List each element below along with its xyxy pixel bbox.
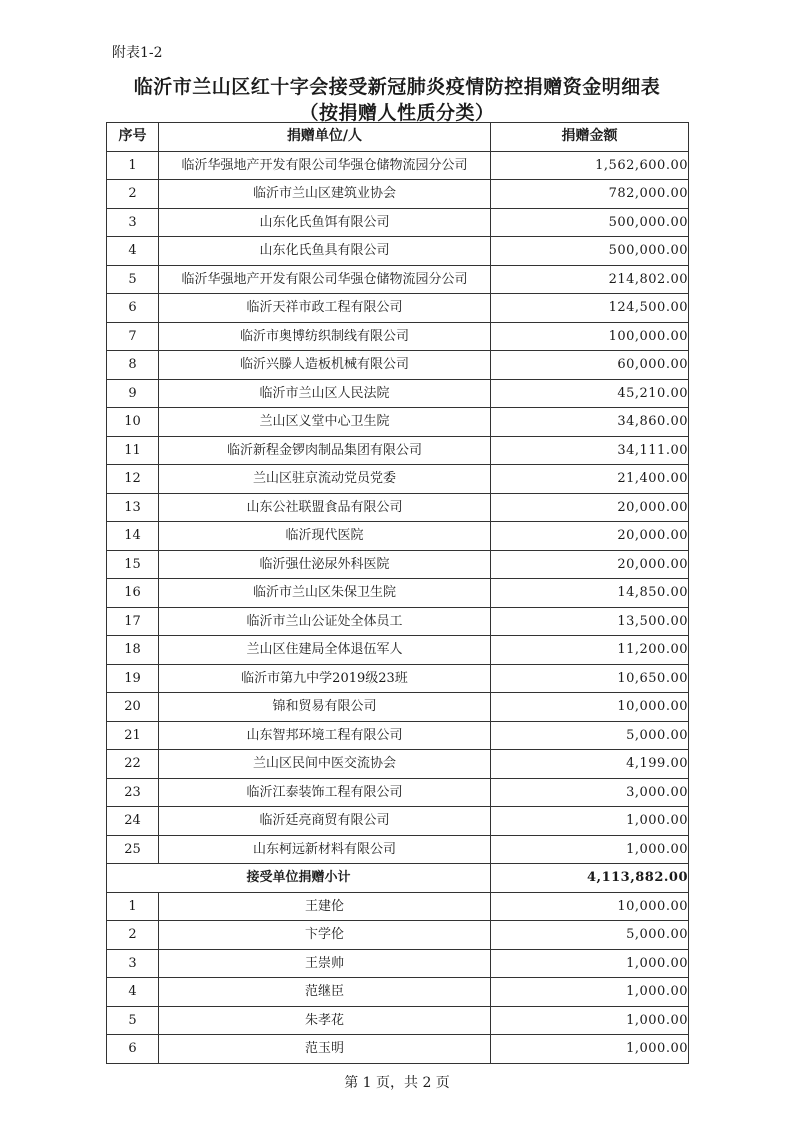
table-row [107,579,689,608]
cell-no: 6 [107,1035,159,1064]
cell-no: 24 [107,807,159,836]
cell-donor: 王崇帅 [159,949,491,978]
subtotal-label: 接受单位捐赠小计 [107,864,491,893]
table-row [107,892,689,921]
table-row [107,778,689,807]
table-row [107,807,689,836]
table-row [107,1006,689,1035]
cell-amount: 11,200.00 [491,636,689,665]
table-row [107,436,689,465]
cell-donor: 锦和贸易有限公司 [159,693,491,722]
cell-amount: 5,000.00 [491,721,689,750]
cell-no: 15 [107,550,159,579]
cell-no: 17 [107,607,159,636]
cell-donor: 兰山区义堂中心卫生院 [159,408,491,437]
page-title: 临沂市兰山区红十字会接受新冠肺炎疫情防控捐赠资金明细表 [133,76,661,98]
table-row [107,351,689,380]
cell-no: 16 [107,579,159,608]
cell-amount: 20,000.00 [491,522,689,551]
cell-amount: 13,500.00 [491,607,689,636]
cell-no: 10 [107,408,159,437]
cell-donor: 山东公社联盟食品有限公司 [159,493,491,522]
subtotal-amount: 4,113,882.00 [491,864,689,893]
cell-amount: 214,802.00 [491,265,689,294]
cell-amount: 60,000.00 [491,351,689,380]
table-row [107,607,689,636]
cell-amount: 782,000.00 [491,180,689,209]
cell-no: 20 [107,693,159,722]
table-row [107,949,689,978]
cell-donor: 山东化氏鱼具有限公司 [159,237,491,266]
cell-no: 1 [107,151,159,180]
page-footer: 第 1 页，共 2 页 [344,1075,450,1091]
cell-no: 22 [107,750,159,779]
cell-no: 21 [107,721,159,750]
cell-donor: 范继臣 [159,978,491,1007]
cell-donor: 临沂市兰山区人民法院 [159,379,491,408]
cell-donor: 朱孝花 [159,1006,491,1035]
cell-no: 25 [107,835,159,864]
table-row [107,550,689,579]
cell-no: 19 [107,664,159,693]
cell-donor: 临沂市兰山区朱保卫生院 [159,579,491,608]
cell-no: 2 [107,921,159,950]
cell-donor: 临沂市兰山公证处全体员工 [159,607,491,636]
cell-amount: 1,000.00 [491,949,689,978]
cell-no: 2 [107,180,159,209]
cell-donor: 临沂廷亮商贸有限公司 [159,807,491,836]
cell-no: 12 [107,465,159,494]
table-row [107,294,689,323]
cell-amount: 20,000.00 [491,550,689,579]
table-row [107,322,689,351]
cell-donor: 临沂市第九中学2019级23班 [159,664,491,693]
cell-no: 18 [107,636,159,665]
donation-table [106,122,689,1064]
table-row [107,522,689,551]
cell-donor: 卞学伦 [159,921,491,950]
table-body [107,151,689,1063]
cell-amount: 34,111.00 [491,436,689,465]
cell-donor: 临沂天祥市政工程有限公司 [159,294,491,323]
table-row [107,208,689,237]
cell-amount: 1,000.00 [491,807,689,836]
cell-amount: 45,210.00 [491,379,689,408]
table-row [107,265,689,294]
table-row [107,978,689,1007]
cell-no: 23 [107,778,159,807]
cell-no: 8 [107,351,159,380]
cell-amount: 1,000.00 [491,835,689,864]
table-row [107,835,689,864]
cell-donor: 山东化氏鱼饵有限公司 [159,208,491,237]
cell-amount: 10,650.00 [491,664,689,693]
cell-no: 9 [107,379,159,408]
table-row [107,180,689,209]
table-row [107,408,689,437]
cell-donor: 临沂兴滕人造板机械有限公司 [159,351,491,380]
cell-no: 3 [107,949,159,978]
cell-donor: 范玉明 [159,1035,491,1064]
cell-amount: 1,000.00 [491,1035,689,1064]
cell-no: 7 [107,322,159,351]
cell-donor: 山东智邦环境工程有限公司 [159,721,491,750]
table-row [107,151,689,180]
cell-no: 3 [107,208,159,237]
table-row [107,664,689,693]
cell-amount: 1,562,600.00 [491,151,689,180]
subtotal-row [107,864,689,893]
cell-no: 11 [107,436,159,465]
cell-amount: 1,000.00 [491,978,689,1007]
cell-amount: 10,000.00 [491,892,689,921]
cell-donor: 临沂市奥博纺织制线有限公司 [159,322,491,351]
header-amount: 捐赠金额 [491,123,689,152]
cell-donor: 临沂现代医院 [159,522,491,551]
cell-amount: 124,500.00 [491,294,689,323]
cell-no: 14 [107,522,159,551]
table-row [107,921,689,950]
cell-amount: 3,000.00 [491,778,689,807]
table-row [107,379,689,408]
cell-no: 1 [107,892,159,921]
cell-donor: 临沂华强地产开发有限公司华强仓储物流园分公司 [159,265,491,294]
cell-no: 4 [107,978,159,1007]
cell-donor: 临沂江泰装饰工程有限公司 [159,778,491,807]
cell-donor: 临沂新程金锣肉制品集团有限公司 [159,436,491,465]
page-subtitle: （按捐赠人性质分类） [299,102,495,124]
cell-donor: 兰山区民间中医交流协会 [159,750,491,779]
table-row [107,1035,689,1064]
cell-amount: 14,850.00 [491,579,689,608]
cell-amount: 21,400.00 [491,465,689,494]
table-row [107,465,689,494]
cell-donor: 临沂华强地产开发有限公司华强仓储物流园分公司 [159,151,491,180]
cell-donor: 王建伦 [159,892,491,921]
table-row [107,636,689,665]
table-row [107,721,689,750]
header-donor: 捐赠单位/人 [159,123,491,152]
table-header-row [107,123,689,152]
cell-donor: 兰山区住建局全体退伍军人 [159,636,491,665]
header-no: 序号 [107,123,159,152]
cell-amount: 34,860.00 [491,408,689,437]
cell-no: 5 [107,265,159,294]
cell-amount: 500,000.00 [491,237,689,266]
cell-no: 13 [107,493,159,522]
cell-no: 6 [107,294,159,323]
cell-amount: 20,000.00 [491,493,689,522]
cell-amount: 1,000.00 [491,1006,689,1035]
cell-amount: 4,199.00 [491,750,689,779]
cell-amount: 10,000.00 [491,693,689,722]
cell-donor: 兰山区驻京流动党员党委 [159,465,491,494]
cell-amount: 5,000.00 [491,921,689,950]
table-row [107,693,689,722]
cell-no: 5 [107,1006,159,1035]
cell-donor: 临沂市兰山区建筑业协会 [159,180,491,209]
table-row [107,750,689,779]
cell-donor: 临沂强仕泌尿外科医院 [159,550,491,579]
table-row [107,237,689,266]
table-row [107,493,689,522]
cell-no: 4 [107,237,159,266]
cell-amount: 500,000.00 [491,208,689,237]
cell-donor: 山东柯远新材料有限公司 [159,835,491,864]
cell-amount: 100,000.00 [491,322,689,351]
attachment-label: 附表1-2 [112,45,163,61]
